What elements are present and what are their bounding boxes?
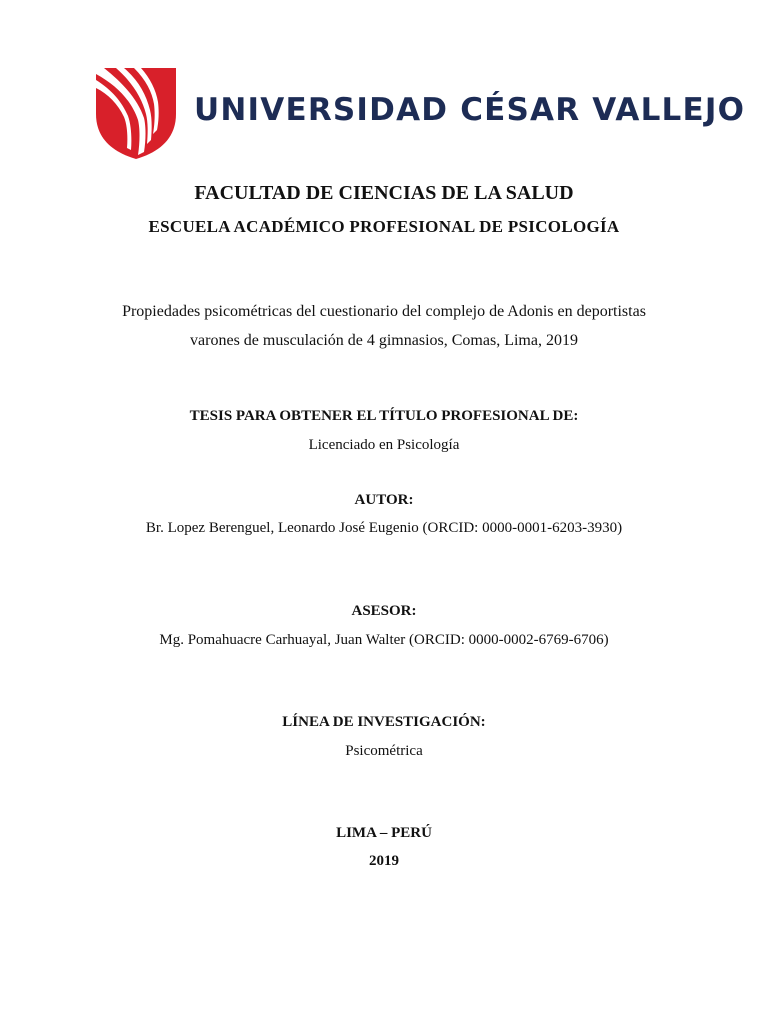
research-line-value: Psicométrica — [345, 743, 423, 759]
advisor-label: ASESOR: — [351, 603, 417, 619]
degree-value: Licenciado en Psicología — [308, 437, 460, 453]
advisor-name: Mg. Pomahuacre Carhuayal, Juan Walter (ORCID: 0000-0002-6769-6706) — [159, 632, 609, 648]
publication-year: 2019 — [369, 853, 399, 869]
thesis-title-line-2: varones de musculación de 4 gimnasios, Comas, Lima, 2019 — [190, 332, 578, 349]
university-header — [94, 66, 746, 162]
degree-label: TESIS PARA OBTENER EL TÍTULO PROFESIONAL DE: — [189, 408, 579, 424]
school-title: ESCUELA ACADÉMICO PROFESIONAL DE PSICOLOGÍA — [148, 217, 620, 236]
thesis-title-line-1: Propiedades psicométricas del cuestionario del complejo de Adonis en deportistas — [122, 303, 646, 320]
research-line-label: LÍNEA DE INVESTIGACIÓN: — [282, 714, 486, 730]
ucv-crest-icon — [94, 66, 178, 160]
author-label: AUTOR: — [354, 492, 414, 508]
university-wordmark: UNIVERSIDAD CÉSAR VALLEJO — [194, 92, 746, 128]
city-country: LIMA – PERÚ — [336, 825, 432, 841]
author-name: Br. Lopez Berenguel, Leonardo José Eugenio (ORCID: 0000-0001-6203-3930) — [145, 520, 623, 536]
faculty-title: FACULTAD DE CIENCIAS DE LA SALUD — [194, 182, 574, 204]
